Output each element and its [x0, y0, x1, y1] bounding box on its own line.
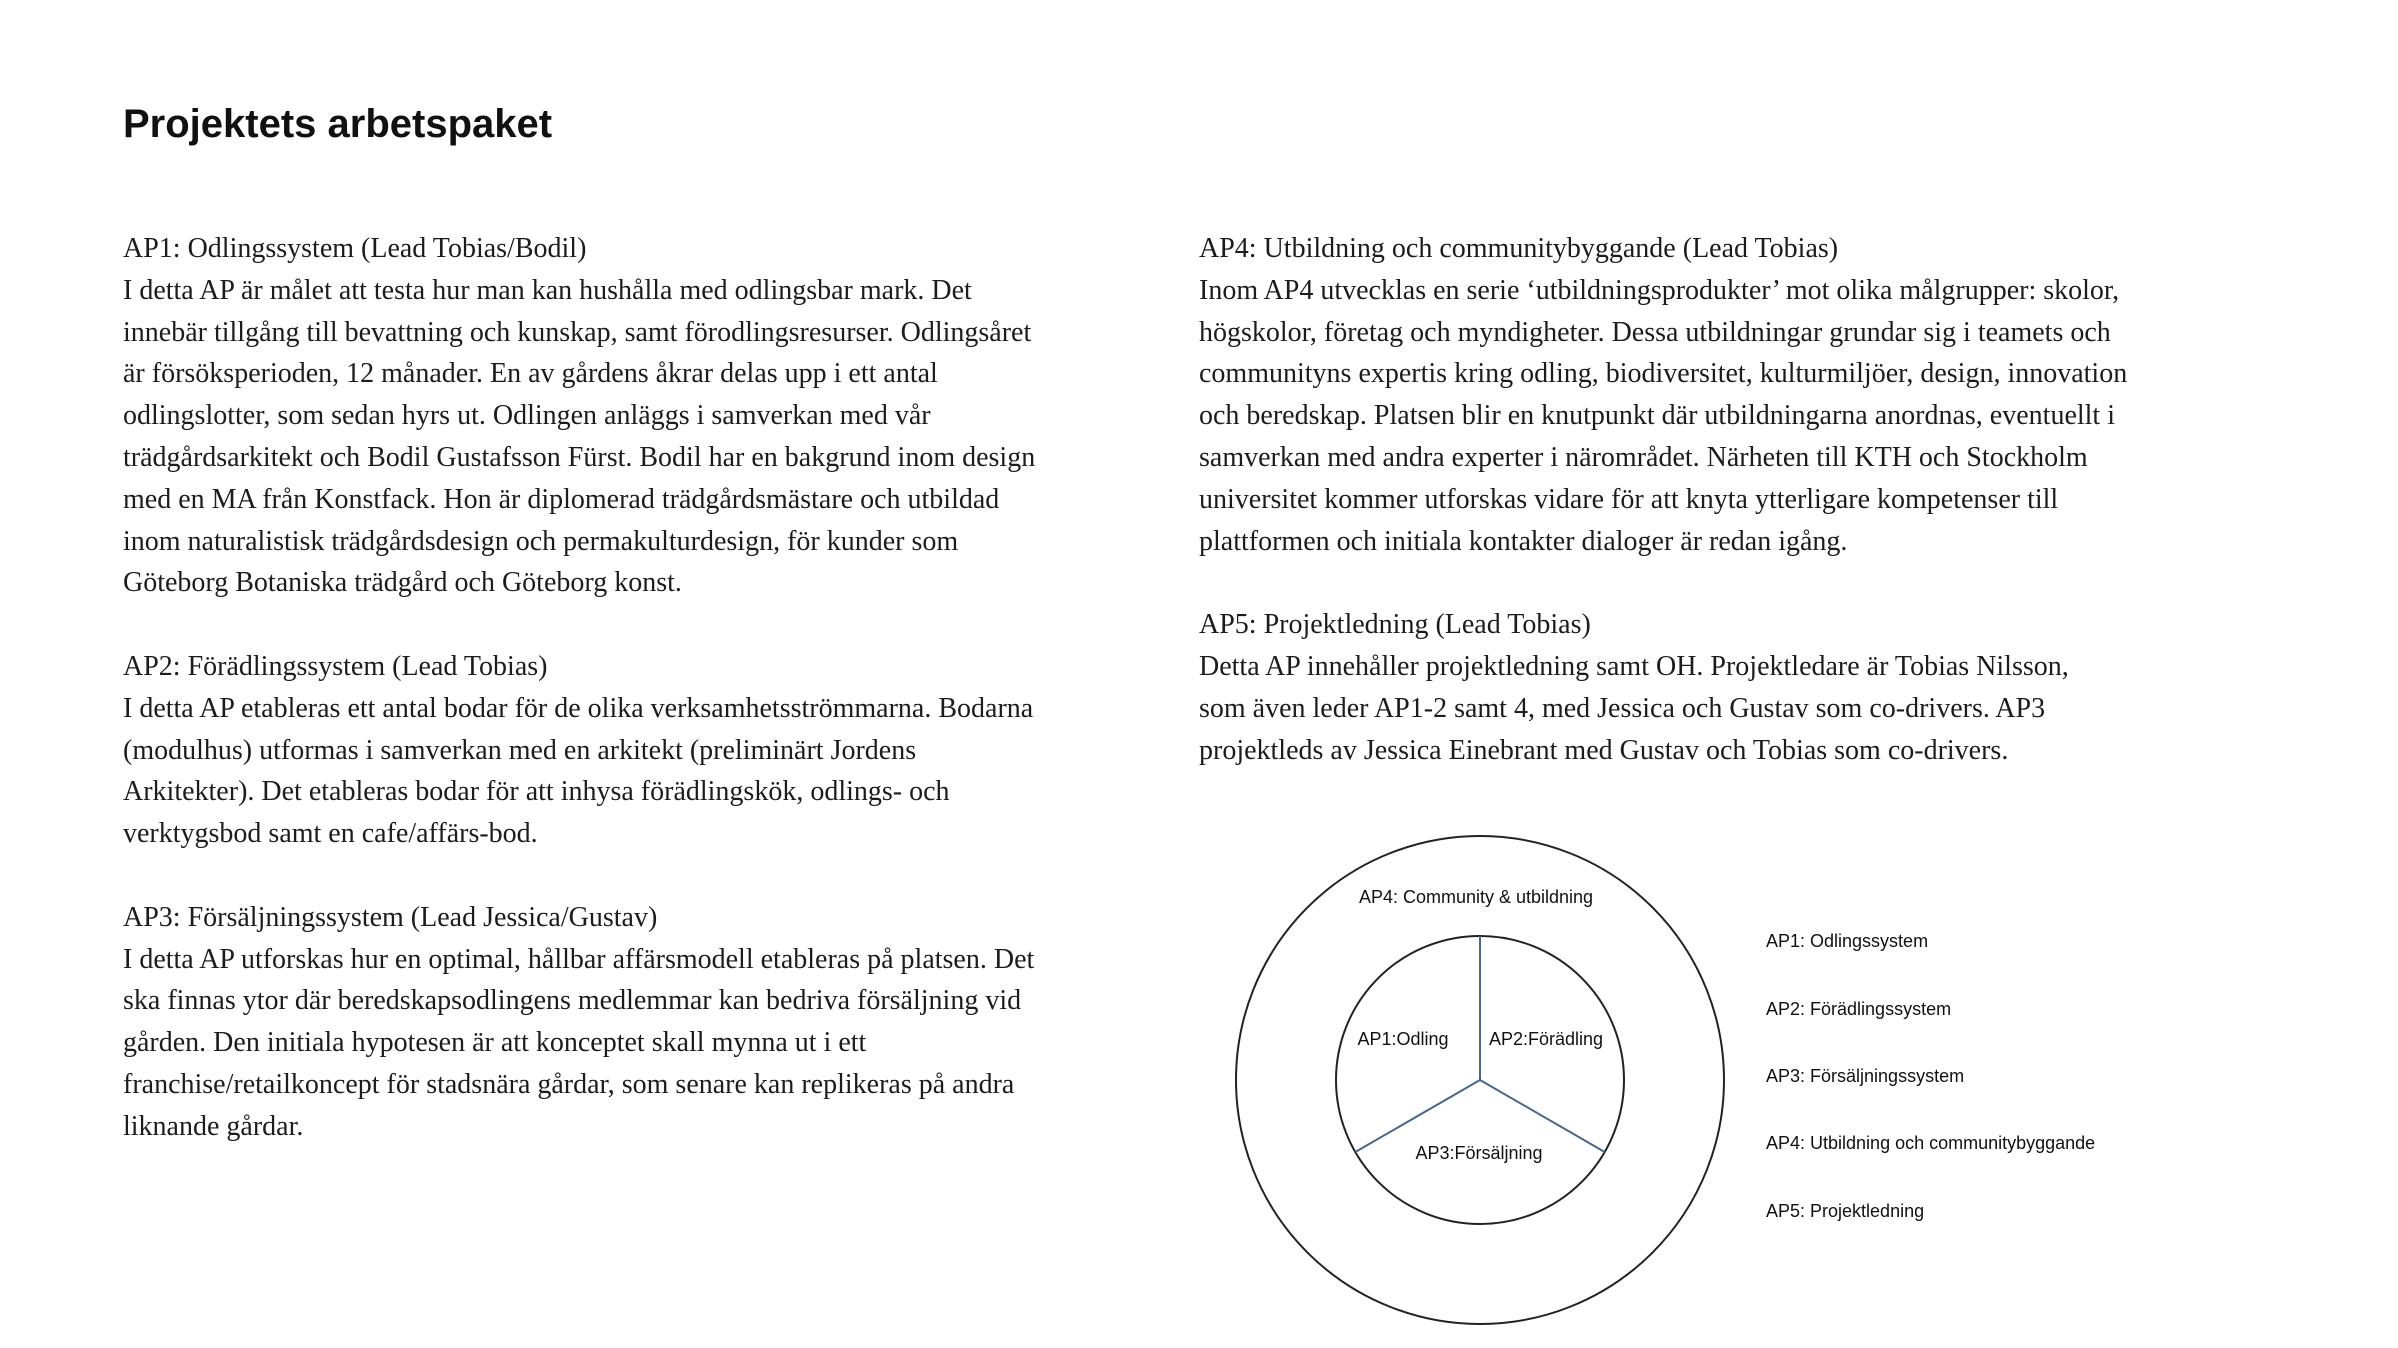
body-line: inom naturalistisk trädgårdsdesign och permakulturdesign, för kunder som	[123, 525, 959, 557]
body-line: (modulhus) utformas i samverkan med en arkitekt (preliminärt Jordens	[123, 734, 917, 766]
section-ap2	[123, 646, 1103, 855]
body-line: samverkan med andra experter i närområdet. Närheten till KTH och Stockholm	[1199, 441, 2088, 473]
body-line: med en MA från Konstfack. Hon är diplomerad trädgårdsmästare och utbildad	[123, 483, 1000, 515]
section-heading: AP1: Odlingssystem (Lead Tobias/Bodil)	[123, 233, 587, 264]
body-line: trädgårdsarkitekt och Bodil Gustafsson Fürst. Bodil har en bakgrund inom design	[123, 441, 1036, 473]
outer-ring-label: AP4: Community & utbildning	[1358, 887, 1594, 907]
segment-divider	[1480, 1080, 1605, 1152]
left-column	[123, 228, 1103, 1189]
legend-item: AP3: Försäljningssystem	[1766, 1066, 1965, 1086]
work-package-diagram	[1190, 820, 2190, 1340]
body-line: I detta AP är målet att testa hur man kan hushålla med odlingsbar mark. Det	[123, 274, 972, 306]
section-body	[123, 270, 1103, 604]
segment-divider	[1355, 1080, 1480, 1152]
body-line: Göteborg Botaniska trädgård och Göteborg konst.	[123, 567, 682, 599]
section-heading: AP5: Projektledning (Lead Tobias)	[1199, 609, 1591, 641]
legend-item: AP2: Förädlingssystem	[1766, 999, 1952, 1019]
body-line: högskolor, företag och myndigheter. Dessa utbildningar grundar sig i teamets och	[1199, 316, 2111, 348]
body-line: ska finnas ytor där beredskapsodlingens medlemmar kan bedriva försäljning vid	[123, 985, 1022, 1017]
body-line: är försöksperioden, 12 månader. En av gårdens åkrar delas upp i ett antal	[123, 358, 938, 390]
section-ap3	[123, 897, 1103, 1148]
body-line: I detta AP utforskas hur en optimal, hållbar affärsmodell etableras på platsen. Det	[123, 943, 1035, 975]
body-line: plattformen och initiala kontakter dialoger är redan igång.	[1199, 525, 1848, 557]
body-line: gården. Den initiala hypotesen är att konceptet skall mynna ut i ett	[123, 1027, 867, 1059]
body-line: franchise/retailkoncept för stadsnära gårdar, som senare kan replikeras på andra	[123, 1068, 1015, 1100]
section-body	[123, 688, 1103, 855]
section-ap4	[1199, 228, 2179, 562]
section-heading: AP4: Utbildning och communitybyggande (Lead Tobias)	[1199, 233, 1839, 264]
body-line: I detta AP etableras ett antal bodar för de olika verksamhetsströmmarna. Bodarna	[123, 692, 1034, 724]
segment-label-ap2: AP2:Förädling	[1488, 1029, 1604, 1049]
body-line: innebär tillgång till bevattning och kunskap, samt förodlingsresurser. Odlingsåret	[123, 316, 1032, 348]
legend-item: AP4: Utbildning och communitybyggande	[1766, 1133, 2096, 1153]
body-line: verktygsbod samt en cafe/affärs-bod.	[123, 818, 538, 850]
right-column	[1199, 228, 2179, 813]
segment-label-ap1: AP1:Odling	[1357, 1029, 1449, 1049]
legend-item: AP1: Odlingssystem	[1766, 931, 1929, 951]
section-heading: AP3: Försäljningssystem (Lead Jessica/Gustav)	[123, 901, 658, 933]
body-line: och beredskap. Platsen blir en knutpunkt där utbildningarna anordnas, eventuellt i	[1199, 400, 2115, 432]
body-line: Detta AP innehåller projektledning samt OH. Projektledare är Tobias Nilsson,	[1199, 650, 2069, 682]
section-body	[1199, 646, 2179, 771]
section-ap5	[1199, 604, 2179, 771]
section-body	[123, 939, 1103, 1148]
legend-item: AP5: Projektledning	[1766, 1201, 1925, 1221]
body-line: Arkitekter). Det etableras bodar för att inhysa förädlingskök, odlings- och	[123, 776, 950, 808]
body-line: projektleds av Jessica Einebrant med Gustav och Tobias som co-drivers.	[1199, 734, 2009, 766]
section-body	[1199, 270, 2179, 563]
section-ap1	[123, 228, 1103, 604]
body-line: Inom AP4 utvecklas en serie ‘utbildningsprodukter’ mot olika målgrupper: skolor,	[1199, 274, 2120, 306]
body-line: liknande gårdar.	[123, 1110, 304, 1142]
body-line: communityns expertis kring odling, biodiversitet, kulturmiljöer, design, innovation	[1199, 358, 2128, 390]
section-heading: AP2: Förädlingssystem (Lead Tobias)	[123, 650, 548, 682]
body-line: odlingslotter, som sedan hyrs ut. Odlingen anläggs i samverkan med vår	[123, 400, 931, 432]
body-line: universitet kommer utforskas vidare för att knyta ytterligare kompetenser till	[1199, 483, 2059, 515]
segment-label-ap3: AP3:Försäljning	[1415, 1143, 1543, 1163]
body-line: som även leder AP1-2 samt 4, med Jessica och Gustav som co-drivers. AP3	[1199, 692, 2046, 724]
page-title: Projektets arbetspaket	[123, 102, 553, 146]
